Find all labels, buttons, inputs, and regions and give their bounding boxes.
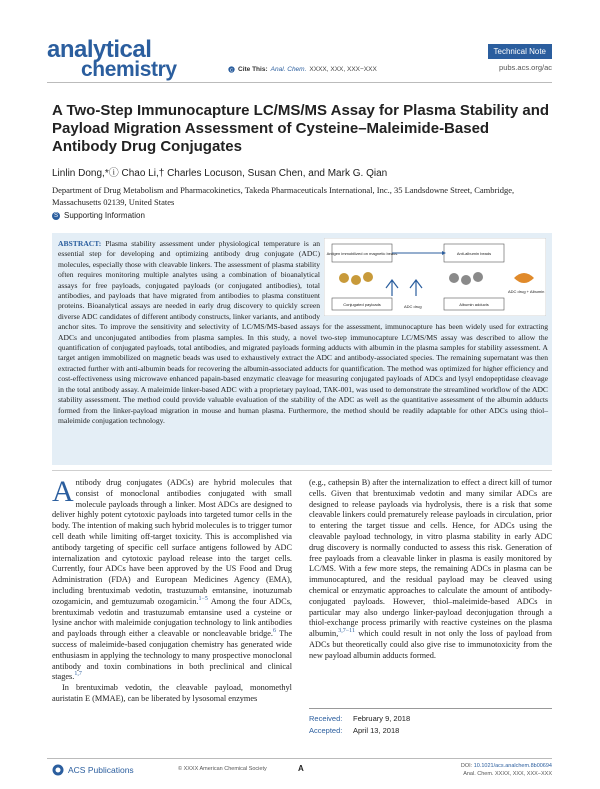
toc-box1-label: Antigen immobilized on magnetic beads: [326, 251, 398, 256]
accepted-value: April 13, 2018: [353, 726, 400, 735]
logo-line-2: chemistry: [81, 58, 177, 81]
cite-ref: XXXX, XXX, XXX−XXX: [309, 66, 377, 73]
header-divider: [47, 82, 552, 83]
abstract-label: ABSTRACT:: [58, 239, 102, 248]
supporting-information-link[interactable]: [52, 211, 145, 220]
citation-ref[interactable]: 1,7: [74, 671, 82, 678]
footer-divider: [47, 758, 552, 759]
toc-box4-label: Albumin adducts: [459, 302, 489, 307]
page-number: A: [298, 764, 304, 773]
toc-box3-label: Conjugated payloads: [343, 302, 381, 307]
body-column-right: [309, 478, 552, 662]
toc-label-right: ADC drug + Albumin: [508, 289, 545, 294]
body-left-p2: In brentuximab vedotin, the cleavable payload, monomethyl auristatin E (MMAE), can be liberated by lysosomal enzymes: [52, 683, 292, 703]
cite-icon: [228, 66, 235, 73]
drop-cap: A: [52, 475, 74, 508]
body-right-p1b: which could result in not only the loss of payload from ADCs but theoretically could also give rise to immunotoxicity from the new payload albumin adducts formed.: [309, 629, 552, 660]
supporting-info-icon: S: [53, 212, 58, 219]
received-date: [309, 713, 552, 725]
cite-this[interactable]: [228, 66, 377, 73]
citation-ref[interactable]: 6: [273, 628, 277, 635]
toc-graphic: [324, 238, 546, 316]
accepted-label: Accepted:: [309, 726, 343, 735]
cite-source: Anal. Chem.: [270, 66, 307, 73]
journal-url-link[interactable]: pubs.acs.org/ac: [499, 63, 552, 72]
logo-line-1: analytical: [47, 36, 152, 63]
citation-ref[interactable]: 3,7−11: [338, 628, 355, 635]
received-value: February 9, 2018: [353, 714, 411, 723]
footer-citation: Anal. Chem. XXXX, XXX, XXX−XXX: [463, 771, 552, 777]
toc-label-bottom: ADC drug: [404, 304, 422, 309]
doi-link[interactable]: 10.1021/acs.analchem.8b00694: [473, 763, 552, 769]
journal-logo[interactable]: [47, 38, 177, 80]
abstract-divider: [52, 470, 552, 471]
body-left-p1b: Among the four ADCs, brentuximab vedotin and trastuzumab emtansine used a cysteine or lysine anchor with maleimide conjugation technology to link antibodies and payloads through either a cleavable or noncleavable bridge.: [52, 596, 292, 639]
toc-box2-label: Anti-albumin beads: [456, 251, 492, 256]
article-title: A Two-Step Immunocapture LC/MS/MS Assay for Plasma Stability and Payload Migration Assessment of Cysteine–Maleimide-Based Antibody Drug Conjugates: [52, 102, 550, 155]
doi-block: [461, 762, 552, 778]
body-left-p1c: The success of maleimide-based conjugation chemistry has generated wide enthusiasm in applying the technology to many prospective monoclonal antibody and toxin combinations in both preclinical and clinical stages.: [52, 629, 293, 682]
article-type-badge: Technical Note: [488, 44, 552, 59]
doi-label: DOI:: [460, 763, 473, 769]
author-list[interactable]: Linlin Dong,*ⓘ Chao Li,† Charles Locuson, Susan Chen, and Mark G. Qian: [52, 168, 388, 179]
supporting-info-label: Supporting Information: [64, 211, 145, 220]
affiliation: Department of Drug Metabolism and Pharmacokinetics, Takeda Pharmaceuticals International, Inc., 35 Landsdowne Street, Cambridge, Massachusetts 02139, United States: [52, 185, 515, 207]
body-right-p1: (e.g., cathepsin B) after the internalization to effect a direct kill of tumor cells. Given that brentuximab vedotin and many similar ADCs are designed to release payloads via hydrolysis, there is a risk that some cleavable linkers could prematurely release payloads in circulation, prior to entering the target tissue and cells. Hence, for ADCs using the cleavable payload technology, in vitro plasma stability in early ADC drug discovery is normally conducted to assess this risk. Generation of free payloads from a cleavable linker in plasma is easily monitored by LC/MS. With a few more steps, the remaining ADCs in plasma can be immunocaptured, and the residual payload may be cleaved using chemical or enzymatic approaches to calculate the amount of antibody-conjugated payloads. However, thiol–maleimide-based ADCs in particular may also undergo linker-payload deconjugation through a thiol-exchange process primarily with reactive cysteines on the plasma albumin,: [309, 478, 552, 639]
received-label: Received:: [309, 714, 343, 723]
body-column-left: [52, 475, 293, 705]
citation-ref[interactable]: 1−5: [198, 596, 208, 602]
publisher-logo[interactable]: [52, 764, 134, 776]
article-dates: [309, 708, 552, 737]
body-left-p1: ntibody drug conjugates (ADCs) are hybrid molecules that consist of monoclonal antibodies conjugated with small molecule payloads through a linker. Most ADCs are designed to deliver highly potent cytotoxic payloads into targeted tumor cells in the body. The intention of making such hybrid molecules is to trigger tumor cell death while limiting off-target toxicity. This is accomplished via antibody targeting of specific cell surface antigens followed by ADC internalization and cytotoxic payload release into the target cells. Currently, four ADCs have been approved by the US Food and Drug Administration (FDA) and European Medicines Agency (EMA), including brentuximab vedotin, trastuzumab emtansine, inotuzumab ozogamicin, and gemtuzumab ozogamicin.: [52, 478, 292, 606]
accepted-date: [309, 725, 552, 737]
publisher-name: ACS Publications: [68, 765, 134, 775]
cite-label: Cite This:: [238, 66, 268, 73]
copyright: © XXXX American Chemical Society: [178, 766, 267, 772]
svg-text:C: C: [229, 68, 234, 73]
acs-icon: [52, 764, 64, 776]
abstract-body: Plasma stability assessment under physiological temperature is an essential step for developing and optimizing antibody drug conjugate (ADC) molecules, especially those with cleavable linkers. The assessment of plasma stability often requires monitoring multiple analytes using a combination of bioanalytical assays for free payloads, conjugated payloads (or conjugated antibodies), total antibodies, and payloads that have migrated from antibodies to plasma constituent proteins. Bioanalytical assays are needed in early drug discovery to quickly screen diverse ADC candidates of different antibody constructs, linker variants, and antibody anchor sites. To improve the sensitivity and selectivity of LC/MS/MS-based assays for the assessment, immunocapture has been widely used for extracting ADCs and unconjugated antibodies from plasma samples. In this study, a novel two-step immunocapture LC/MS/MS assay was described to allow the quantification of conjugated payloads, total antibodies, and migrated payloads forming adducts with albumin in the plasma samples for stability assessment. A target antigen immobilized on magnetic beads was used to exhaustively extract the ADC and antibody-associated species. The remaining supernatant was then extracted further with anti-albumin beads for recovering the albumin-associated adducts for quantification. The method was optimized for higher efficiency and cost-effectiveness using microwave enhanced papain-based enzymatic cleavage for measuring conjugated payloads of ADCs and lysyl endopeptidase cleavage in the total antibody assay. A maleimide linker-based ADC with a proprietary payload, TAK-001, was used to demonstrate the streamlined workflow of the ADC stability assessment. The method could provide valuable evaluation of the stability of the ADC as well as the quantitative assessment of the albumin adducts formed from the linker-payload migration in mouse and human plasma. Furthermore, the method should be readily adaptable for other ADCs using thiol–maleimide conjugation technology.: [58, 239, 548, 425]
